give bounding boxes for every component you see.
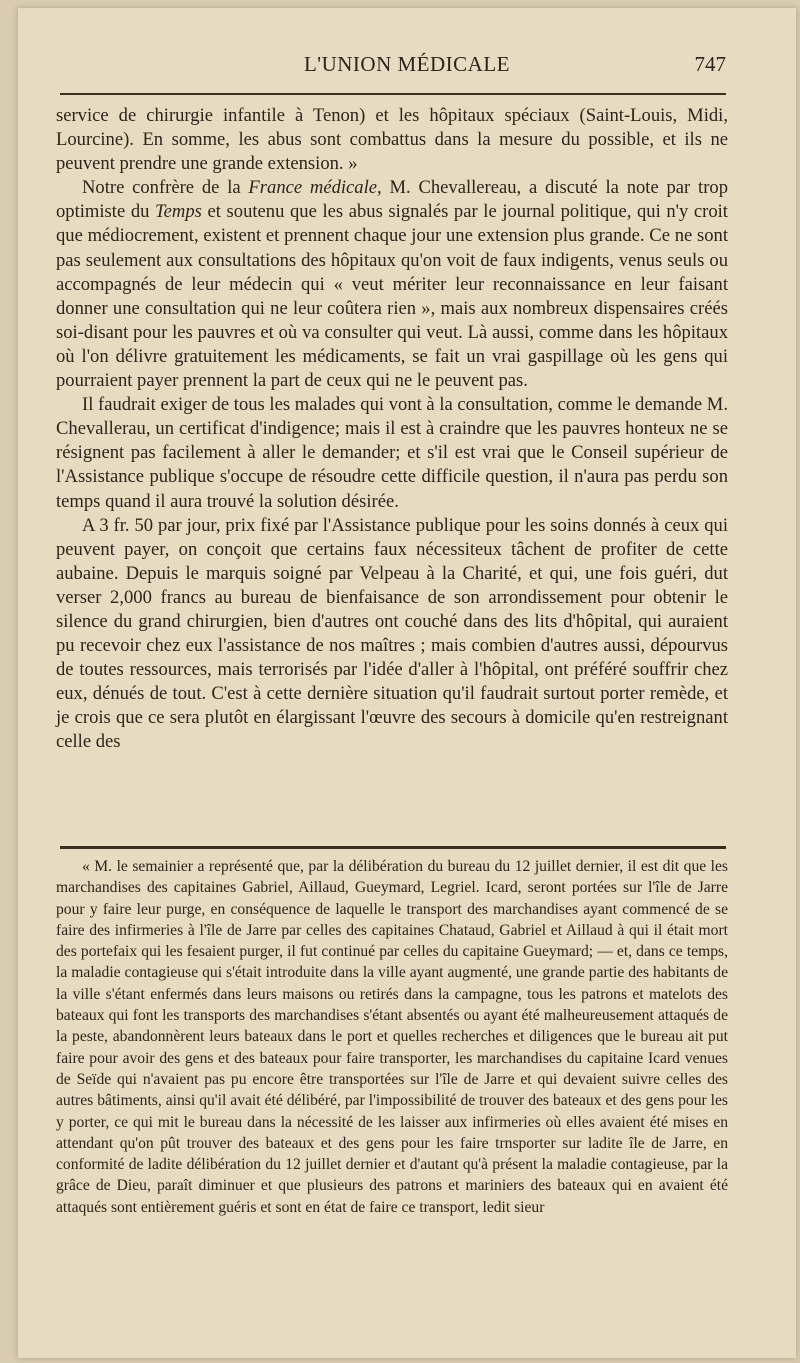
paragraph-2-part-b: , M. Chevallereau, a discuté la note par trop optimiste du — [56, 177, 728, 223]
paragraph-3: Il faudrait exiger de tous les malades qui vont à la consultation, comme le demande M. Chevallerau, un certificat d'indigence; mais il est à craindre que les pauvres honteux ne se résignent pas facilement à aller le demander; et s'il est vrai que le Conseil supérieur de l'Assistance publique s'occupe de résoudre cette difficile question, il n'aura pas perdu son temps quand il aura trouvé la solution désirée. — [56, 394, 728, 512]
paragraph-2-part-a: Notre confrère de la — [82, 177, 249, 199]
paragraph-2 — [56, 176, 728, 393]
page — [18, 8, 796, 1358]
paragraph-1: service de chirurgie infantile à Tenon) et les hôpitaux spéciaux (Saint-Louis, Midi, Lourcine). En somme, les abus sont combattus dans la mesure du possible, et ils ne peuvent prendre une grande extension. » — [56, 105, 728, 175]
footnote — [56, 856, 728, 1218]
running-title: L'UNION MÉDICALE — [303, 52, 510, 76]
journal-title-temps: Temps — [155, 201, 202, 223]
main-text — [56, 104, 728, 755]
journal-title-france-medicale: France médicale — [248, 177, 378, 199]
header-rule — [60, 93, 726, 95]
page-number: 747 — [694, 52, 726, 76]
page-header — [18, 52, 796, 82]
paragraph-4: A 3 fr. 50 par jour, prix fixé par l'Assistance publique pour les soins donnés à ceux qui peuvent payer, on conçoit que certains faux nécessiteux tâchent de profiter de cette aubaine. Depuis le marquis soigné par Velpeau à la Charité, et qui, une fois guéri, dut verser 2,000 francs au bureau de bienfaisance de son arrondissement pour obtenir le silence du grand chirurgien, bien d'autres ont couché dans des lits d'hôpital, qui auraient pu recevoir chez eux l'assistance de nos maîtres ; mais combien d'autres aussi, dépourvus de toutes ressources, mais terrorisés par l'idée d'aller à l'hôpital, ont préféré souffrir chez eux, dénués de tout. C'est à cette dernière situation qu'il faudrait surtout porter remède, et je crois que ce sera plutôt en élargissant l'œuvre des secours à domicile qu'en restreignant celle des — [56, 514, 728, 753]
footnote-text: « M. le semainier a représenté que, par la délibération du bureau du 12 juillet dernier, il est dit que les marchandises des capitaines Gabriel, Aillaud, Gueymard, Legriel. Icard, seront portées sur l'île de Jarre pour y faire leur purge, en conséquence de laquelle le transport des marchandises ayant commencé de se faire des infirmeries à l'île de Jarre par celles des capitaines Chataud, Gabriel et Aillaud à qui il était mort des portefaix qui les fesaient purger, il fut continué par celles du capitaine Gueymard; — et, dans ce temps, la maladie contagieuse qui s'était introduite dans la ville ayant augmenté, une grande partie des habitants de la ville s'étant enfermés dans leurs maisons ou retirés dans la campagne, tous les patrons et matelots des bateaux qui font les transports des marchandises s'étant absentés ou ayant été malheureusement attaqués de la peste, abandonnèrent leurs bateaux dans le port et quelles recherches et diligences que le bureau ait put faire pour avoir des gens et des bateaux pour faire transporter, les marchandises du capitaine Icard venues de Seïde qui n'avaient pas pu encore être transportées sur l'île de Jarre et qui devaient suivre celles des autres bâtiments, ainsi qu'il avait été délibéré, par l'impossibilité de trouver des bateaux et des gens pour les y porter, ce qui mit le bureau dans la nécessité de les laisser aux infirmeries où elles avaient été mises en attendant qu'on pût trouver des bateaux et des gens pour les faire trnsporter sur ladite île de Jarre, en conformité de ladite délibération du 12 juillet dernier et d'autant qu'à présent la maladie contagieuse, par la grâce de Dieu, paraît diminuer et que plusieurs des patrons et mariniers des bateaux qui en avaient été attaqués sont entièrement guéris et sont en état de faire ce transport, ledit sieur — [56, 858, 728, 1216]
footnote-rule — [60, 846, 726, 849]
paragraph-2-part-c: et soutenu que les abus signalés par le journal politique, qui n'y croit que médiocrement, existent et prennent chaque jour une extension plus grande. Ce ne sont pas seulement aux consultations des hôpitaux qu'on voit de faux indigents, venus seuls ou accompagnés de leur médecin qui « veut mériter leur reconnaissance en leur faisant donner une consultation qui ne leur coûtera rien », mais aux nombreux dispensaires créés soi-disant pour les pauvres et où va consulter qui veut. Là aussi, comme dans les hôpitaux où l'on délivre gratuitement les médicaments, se fait un vrai gaspillage où les gens qui pourraient payer prennent la part de ceux qui ne le peuvent pas. — [56, 201, 728, 392]
